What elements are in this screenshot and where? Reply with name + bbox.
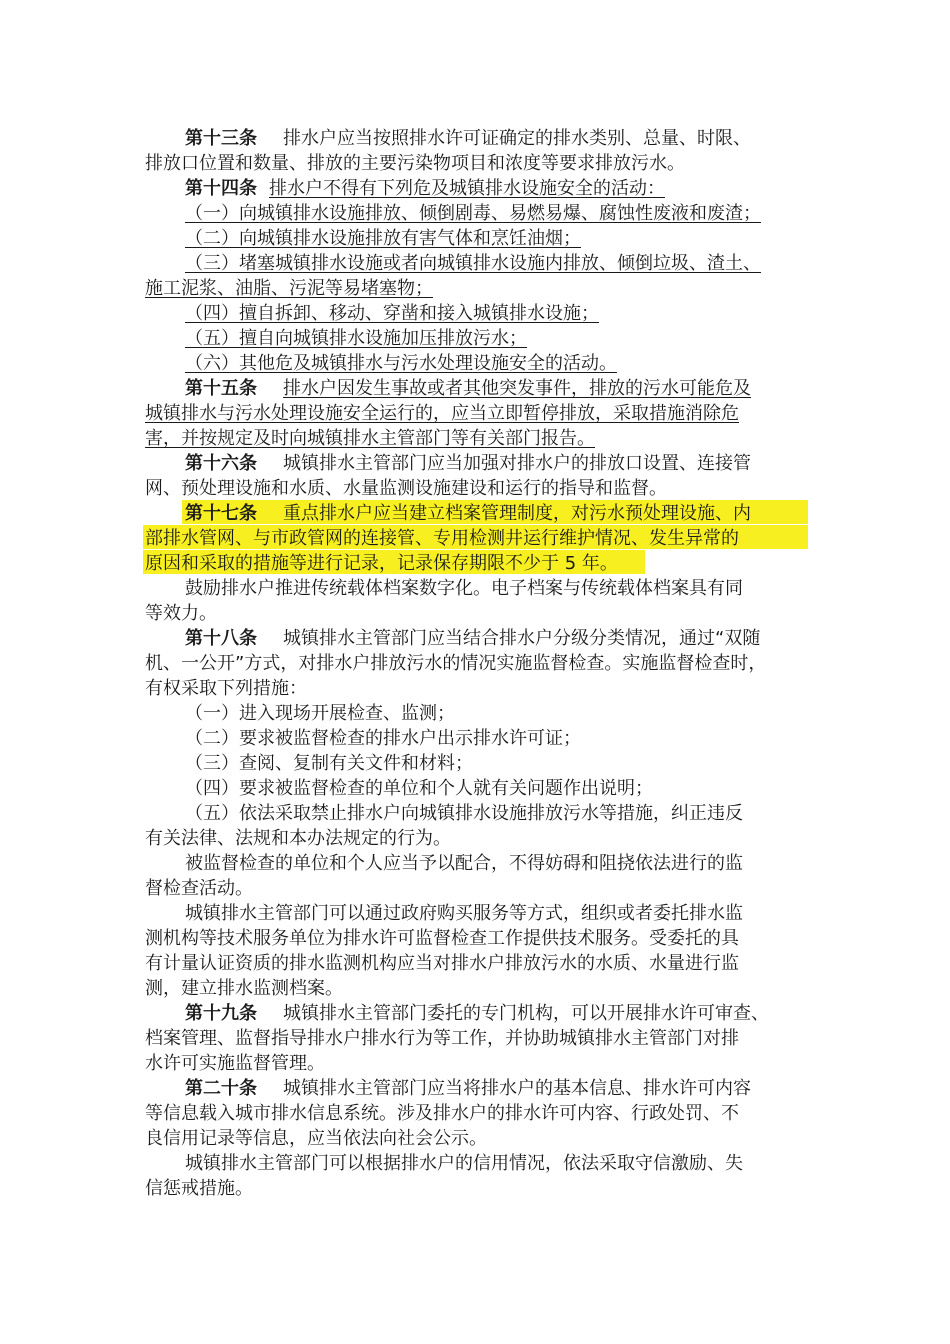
article-14-title: 第十四条: [185, 178, 257, 199]
article-19-title: 第十九条: [185, 1003, 257, 1024]
article-13-title: 第十三条: [185, 128, 257, 149]
article-14-item-6: （六）其他危及城镇排水与污水处理设施安全的活动。: [185, 353, 617, 374]
article-18-item-3: （三）查阅、复制有关文件和材料；: [185, 753, 473, 774]
article-20-line-3: 良信用记录等信息，应当依法向社会公示。: [145, 1128, 487, 1149]
article-15-line-1: 第十五条 排水户因发生事故或者其他突发事件，排放的污水可能危及: [185, 378, 751, 399]
article-18-line-2: 机、一公开”方式，对排水户排放污水的情况实施监督检查。实施监督检查时，: [145, 653, 767, 674]
article-14-item-2: （二）向城镇排水设施排放有害气体和烹饪油烟；: [185, 228, 581, 249]
article-16-title: 第十六条: [185, 453, 257, 474]
article-17-line-2: 部排水管网、与市政管网的连接管、专用检测井运行维护情况、发生异常的: [145, 528, 739, 549]
article-14-item-5: （五）擅自向城镇排水设施加压排放污水；: [185, 328, 527, 349]
article-17-para-2-line-2: 等效力。: [145, 603, 217, 624]
article-18-para-3-line-2: 测机构等技术服务单位为排水许可监督检查工作提供技术服务。受委托的具: [145, 928, 739, 949]
article-18-item-2: （二）要求被监督检查的排水户出示排水许可证；: [185, 728, 581, 749]
article-20-line-2: 等信息载入城市排水信息系统。涉及排水户的排水许可内容、行政处罚、不: [145, 1103, 739, 1124]
article-16-line-2: 网、预处理设施和水质、水量监测设施建设和运行的指导和监督。: [145, 478, 667, 499]
article-18-item-5-cont: 有关法律、法规和本办法规定的行为。: [145, 828, 451, 849]
article-19-line-3: 水许可实施监督管理。: [145, 1053, 325, 1074]
article-15-title: 第十五条: [185, 378, 257, 399]
article-14-item-4: （四）擅自拆卸、移动、穿凿和接入城镇排水设施；: [185, 303, 599, 324]
article-17-title: 第十七条: [185, 503, 257, 524]
article-18-para-3-line-4: 测，建立排水监测档案。: [145, 978, 343, 999]
article-20-line-1: 第二十条 城镇排水主管部门应当将排水户的基本信息、排水许可内容: [185, 1078, 751, 1099]
article-18-para-2-line-2: 督检查活动。: [145, 878, 253, 899]
article-14-item-3: （三）堵塞城镇排水设施或者向城镇排水设施内排放、倾倒垃圾、渣土、: [185, 253, 761, 274]
article-17-line-3: 原因和采取的措施等进行记录，记录保存期限不少于 5 年。: [145, 553, 618, 574]
article-15-line-2: 城镇排水与污水处理设施安全运行的，应当立即暂停排放，采取措施消除危: [145, 403, 739, 424]
article-18-para-3-line-3: 有计量认证资质的排水监测机构应当对排水户排放污水的水质、水量进行监: [145, 953, 739, 974]
article-18-item-4: （四）要求被监督检查的单位和个人就有关问题作出说明；: [185, 778, 653, 799]
article-16-line-1: 第十六条 城镇排水主管部门应当加强对排水户的排放口设置、连接管: [185, 453, 751, 474]
article-18-para-2-line-1: 被监督检查的单位和个人应当予以配合，不得妨碍和阻挠依法进行的监: [185, 853, 743, 874]
article-14-item-3-cont: 施工泥浆、油脂、污泥等易堵塞物；: [145, 278, 433, 299]
article-13-line-1: 第十三条 排水户应当按照排水许可证确定的排水类别、总量、时限、: [185, 128, 751, 149]
article-17-line-1: 第十七条 重点排水户应当建立档案管理制度，对污水预处理设施、内: [185, 503, 751, 524]
article-18-item-5: （五）依法采取禁止排水户向城镇排水设施排放污水等措施，纠正违反: [185, 803, 743, 824]
article-20-para-2-line-1: 城镇排水主管部门可以根据排水户的信用情况，依法采取守信激励、失: [185, 1153, 743, 1174]
article-18-item-1: （一）进入现场开展检查、监测；: [185, 703, 455, 724]
article-14-line-1: 第十四条 排水户不得有下列危及城镇排水设施安全的活动：: [185, 178, 665, 199]
article-18-para-3-line-1: 城镇排水主管部门可以通过政府购买服务等方式，组织或者委托排水监: [185, 903, 743, 924]
article-19-line-2: 档案管理、监督指导排水户排水行为等工作，并协助城镇排水主管部门对排: [145, 1028, 739, 1049]
article-20-title: 第二十条: [185, 1078, 257, 1099]
article-19-line-1: 第十九条 城镇排水主管部门委托的专门机构，可以开展排水许可审查、: [185, 1003, 769, 1024]
article-13-line-2: 排放口位置和数量、排放的主要污染物项目和浓度等要求排放污水。: [145, 153, 685, 174]
article-18-title: 第十八条: [185, 628, 257, 649]
article-17-para-2-line-1: 鼓励排水户推进传统载体档案数字化。电子档案与传统载体档案具有同: [185, 578, 743, 599]
article-14-item-1: （一）向城镇排水设施排放、倾倒剧毒、易燃易爆、腐蚀性废液和废渣；: [185, 203, 761, 224]
article-15-line-3: 害，并按规定及时向城镇排水主管部门等有关部门报告。: [145, 428, 595, 449]
article-18-line-3: 有权采取下列措施：: [145, 678, 307, 699]
article-18-line-1: 第十八条 城镇排水主管部门应当结合排水户分级分类情况，通过“双随: [185, 628, 761, 649]
article-20-para-2-line-2: 信惩戒措施。: [145, 1178, 253, 1199]
